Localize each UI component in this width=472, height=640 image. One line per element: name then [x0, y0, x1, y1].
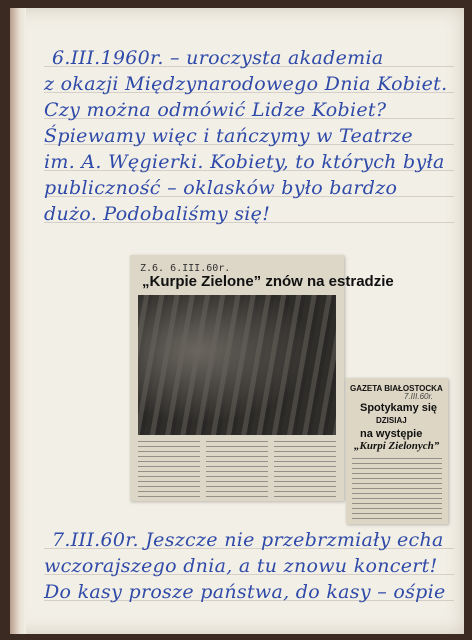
clipping-date-note: 7.III.60r.: [404, 392, 434, 401]
clipping-headline-1: Spotykamy się: [360, 402, 438, 414]
clipping-headline-4: „Kurpi Zielonych”: [354, 440, 440, 452]
clipping-headline-2: DZISIAJ: [376, 416, 407, 425]
newspaper-name: GAZETA BIAŁOSTOCKA: [350, 384, 443, 393]
article-text-columns: [138, 441, 336, 497]
text-column: [138, 441, 200, 497]
clipping-headline-3: na występie: [360, 428, 423, 440]
clipping-date-stamp: Z.6. 6.III.60r.: [140, 263, 231, 274]
text-column: [274, 441, 336, 497]
handwritten-line: im. A. Węgierki. Kobiety, to których była: [44, 151, 445, 173]
handwritten-line: Śpiewamy więc i tańczymy w Teatrze: [44, 125, 413, 147]
handwritten-line: wczorajszego dnia, a tu znowu koncert!: [44, 555, 438, 577]
text-column: [206, 441, 268, 497]
handwritten-line: Czy można odmówić Lidze Kobiet?: [44, 99, 387, 121]
article-text: [352, 458, 442, 520]
album-page: [10, 8, 464, 634]
newspaper-clipping-small: [346, 378, 448, 524]
handwritten-line: dużo. Podobaliśmy się!: [44, 203, 271, 225]
clipping-headline: „Kurpie Zielone” znów na estradzie: [142, 273, 394, 290]
page-binding: [10, 8, 26, 634]
handwritten-line: publiczność – oklasków było bardzo: [44, 177, 398, 199]
handwritten-line: 6.III.1960r. – uroczysta akademia: [52, 47, 384, 69]
handwritten-line: z okazji Międzynarodowego Dnia Kobiet.: [44, 73, 448, 95]
handwritten-line: 7.III.60r. Jeszcze nie przebrzmiały echa: [52, 529, 444, 551]
choir-photo: [138, 295, 336, 435]
handwritten-line: Do kasy prosze państwa, do kasy – ośpie: [44, 581, 446, 603]
